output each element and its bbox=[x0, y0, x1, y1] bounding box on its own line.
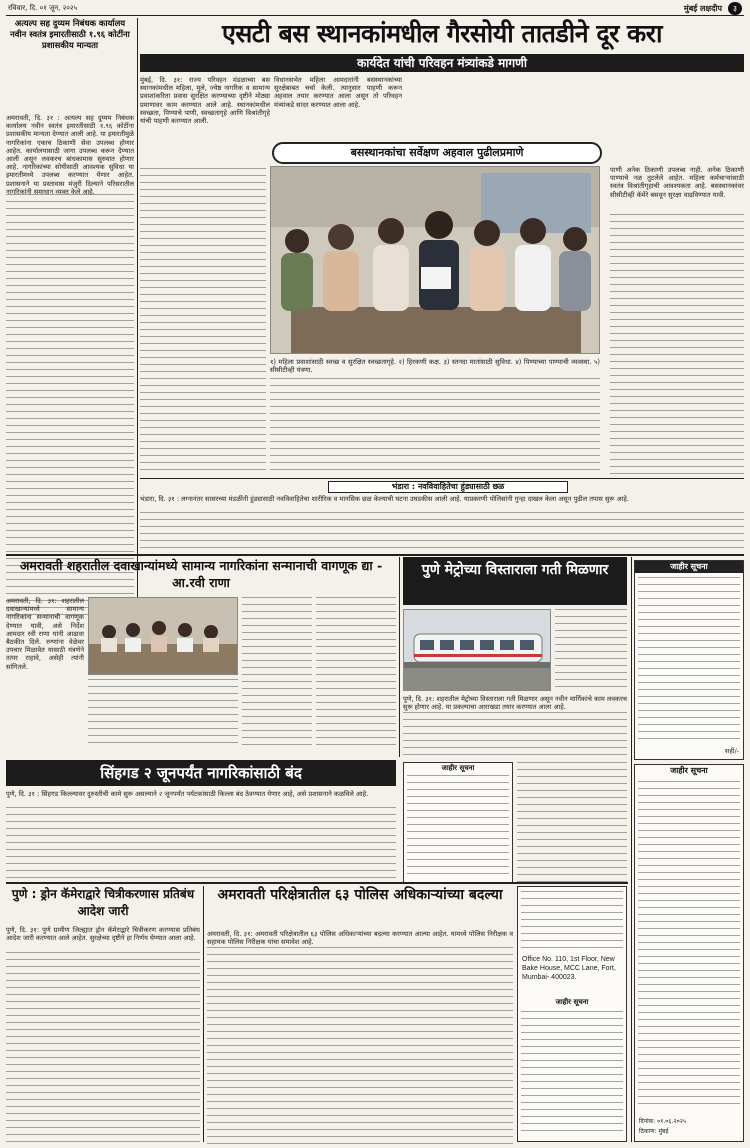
amravati-police-body-text: अमरावती, दि. ३१: अमरावती परिक्षेत्रातील ६३ पोलिस अधिकाऱ्यांच्या बदल्या करण्यात आल्या आहेत. यामध्ये पोलिस निरीक्षक व सहायक पोलिस निरीक्षक यांचा समावेश आहे. bbox=[207, 930, 513, 947]
page-number: ३ bbox=[728, 2, 742, 15]
bhandara-label-box bbox=[328, 481, 568, 493]
left-story-headline: अत्यल्प सह दुय्यम निबंधक कार्यालय नवीन स्वतंत्र इमारतीसाठी १.९६ कोटींना प्रशासकीय मान्यता bbox=[10, 18, 130, 50]
notice-2-title: जाहीर सूचना bbox=[670, 766, 708, 775]
lead-subhead-text: कार्यदेत यांची परिवहन मंत्र्यांकडे मागणी bbox=[357, 56, 527, 70]
pune-metro-story bbox=[403, 557, 627, 757]
notice-1-title: जाहीर सूचना bbox=[635, 561, 743, 573]
amravati-police-headline: अमरावती परिक्षेत्रातील ६३ पोलिस अधिकाऱ्यांच्या बदल्या bbox=[217, 887, 503, 903]
notice-3-title: जाहीर सूचना bbox=[441, 764, 475, 772]
lead-points bbox=[270, 358, 600, 476]
office-address: Office No. 110, 1st Floor, New Bake House, MCC Lane, Fort, Mumbai- 400023. bbox=[522, 956, 616, 981]
page-header bbox=[6, 2, 744, 16]
lead-points-text: १) महिला प्रवाशांसाठी स्वच्छ व सुरक्षित स्वच्छतागृहे. २) हिरकणी कक्ष. ३) स्तनदा मातांसाठी सुविधा. ४) पिण्याच्या पाण्याची व्यवस्था. ५) सीसीटीव्ही यंत्रणा. bbox=[270, 358, 600, 375]
lead-body-right bbox=[610, 166, 744, 476]
lead-headline: एसटी बस स्थानकांमधील गैरसोयी तातडीने दूर करा bbox=[222, 19, 662, 48]
amravati-hospital-col3 bbox=[242, 597, 312, 747]
pune-metro-photo bbox=[403, 609, 551, 691]
amravati-hospital-col4 bbox=[316, 597, 396, 747]
left-column-story bbox=[6, 18, 134, 620]
date-line: रविवार, दि. ०१ जून, २०२५ bbox=[8, 4, 78, 12]
lead-story bbox=[140, 18, 744, 478]
amravati-police-body bbox=[207, 930, 513, 1144]
bhandara-body-text: भंडारा, दि. ३१ : लग्नानंतर सासरच्या मंडळींनी हुंड्यासाठी नवविवाहितेचा शारीरिक व मानसिक छळ केल्याची घटना उघडकीस आली आहे. याप्रकरणी पोलिसांनी गुन्हा दाखल केला असून पुढील तपास सुरू आहे. bbox=[140, 495, 629, 503]
amravati-hospital-lower bbox=[88, 679, 238, 747]
lead-photo-image bbox=[271, 167, 600, 354]
amravati-hospital-story bbox=[6, 557, 396, 747]
amravati-hospital-body-text: अमरावती, दि. ३१: शहरातील दवाखान्यांमध्ये सामान्य नागरिकांना सन्मानाची वागणूक देण्यात यावी, असे निर्देश आमदार रवी राणा यांनी आढावा बैठकीत दिले. रुग्णांना वेळेवर उपचार मिळावेत यासाठी यंत्रणेने तत्पर राहावे, असेही त्यांनी सांगितले. bbox=[6, 597, 84, 671]
pune-drone-headline: पुणे : ड्रोन कॅमेराद्वारे चित्रीकरणास प्रतिबंध आदेश जारी bbox=[11, 887, 195, 918]
amravati-meeting-image bbox=[89, 598, 238, 675]
amravati-hospital-photo bbox=[88, 597, 238, 675]
pune-drone-story bbox=[6, 886, 200, 1144]
notice-box-2 bbox=[634, 764, 744, 1142]
pune-metro-headline-box bbox=[403, 557, 627, 605]
lead-body-mid-text: विधानसभेत महिला आमदारांनी बसस्थानकांच्या सुरक्षेबाबत चर्चा केली. त्यानुसार पाहणी करून अहवाल तयार करण्यात आला असून तो परिवहन मंत्र्यांकडे सादर करण्यात आला आहे. bbox=[274, 76, 402, 109]
sinhagad-headline-box bbox=[6, 760, 396, 786]
left-story-text: अमरावती, दि. ३१ : अत्यल्प सह दुय्यम निबंधक कार्यालय नवीन स्वतंत्र इमारतीसाठी १.९६ कोटींना प्रशासकीय मान्यता देण्यात आली आहे. या इमारतीमुळे नागरिकांना एकाच ठिकाणी सेवा उपलब्ध होणार आहेत. कार्यालयासाठी जागा उपलब्ध करून देण्यात आली असून लवकरच बांधकामास सुरुवात होणार आहे. नागरिकांच्या सोयीसाठी आवश्यक सुविधा या इमारतीमध्ये उपलब्ध करण्यात येणार आहेत. प्रशासनाने या प्रस्तावास मंजुरी दिल्याने परिसरातील नागरिकांनी समाधान व्यक्त केले आहे. bbox=[6, 114, 134, 196]
lead-subhead bbox=[140, 54, 744, 72]
pune-metro-body-text: पुणे, दि. ३१: शहरातील मेट्रोच्या विस्ताराला गती मिळणार असून नवीन मार्गिकांचे काम लवकरच सुरू होणार आहे. या प्रकल्पाचा आराखडा तयार करण्यात आला आहे. bbox=[403, 695, 627, 712]
lead-photo bbox=[270, 166, 600, 354]
metro-train-image bbox=[404, 610, 551, 691]
sinhagad-body bbox=[6, 790, 396, 878]
paper-name: मुंबई लक्षदीप bbox=[683, 4, 722, 13]
pune-drone-body-text: पुणे, दि. ३१: पुणे ग्रामीण जिल्ह्यात ड्रोन कॅमेराद्वारे चित्रीकरण करण्यास प्रतिबंध आदेश जारी करण्यात आले आहेत. सुरक्षेच्या दृष्टीने हा निर्णय घेण्यात आला आहे. bbox=[6, 926, 200, 943]
bhandara-story bbox=[140, 481, 744, 551]
amravati-police-story bbox=[207, 886, 513, 1144]
left-story-body bbox=[6, 114, 134, 618]
notice-4-title: जाहीर सूचना bbox=[555, 998, 589, 1006]
sinhagad-headline: सिंहगड २ जूनपर्यंत नागरिकांसाठी बंद bbox=[100, 764, 302, 782]
lead-body-right-text: पाणी अनेक ठिकाणी उपलब्ध नाही. अनेक ठिकाणी पाण्याचे नळ तुटलेले आहेत. महिला कर्मचाऱ्यांसाठी स्वतंत्र विश्रांतीगृहाची आवश्यकता आहे. बसस्थानकांवर सीसीटीव्ही कॅमेरे बसवून सुरक्षा वाढविण्यात यावी. bbox=[610, 166, 744, 199]
notice-2-date: दिनांक: ०१.०६.२०२५ bbox=[639, 1118, 686, 1125]
pune-metro-headline: पुणे मेट्रोच्या विस्ताराला गती मिळणार bbox=[421, 562, 609, 578]
pune-metro-body bbox=[403, 695, 627, 757]
pune-metro-continued bbox=[517, 762, 627, 884]
survey-banner bbox=[272, 142, 602, 164]
amravati-hospital-headline: अमरावती शहरातील दवाखान्यांमध्ये सामान्य नागरिकांना सन्मानाची वागणूक द्या - आ.रवी राणा bbox=[19, 558, 383, 590]
lead-left-continued bbox=[140, 168, 266, 476]
sinhagad-body-text: पुणे, दि. ३१ : सिंहगड किल्ल्यावर दुरुस्तीची कामे सुरू असल्याने २ जूनपर्यंत पर्यटकांसाठी किल्ला बंद ठेवण्यात येणार आहे, असे प्रशासनाने कळविले आहे. bbox=[6, 790, 369, 798]
pune-drone-body bbox=[6, 926, 200, 1144]
sinhagad-story bbox=[6, 760, 396, 878]
bhandara-label: भंडारा : नवविवाहितेचा हुंड्यासाठी छळ bbox=[391, 482, 505, 491]
notice-1-signature: सही/- bbox=[724, 747, 739, 755]
survey-banner-text: बसस्थानकांचा सर्वेक्षण अहवाल पुढीलप्रमाणे bbox=[350, 146, 524, 159]
amravati-hospital-body bbox=[6, 597, 84, 747]
notice-box-3 bbox=[403, 762, 513, 884]
notice-box-4 bbox=[517, 886, 627, 1142]
notice-box-1 bbox=[634, 560, 744, 760]
bhandara-body bbox=[140, 495, 744, 551]
notice-2-place: ठिकाण: मुंबई bbox=[639, 1128, 669, 1135]
pune-metro-side bbox=[555, 609, 627, 691]
lead-body-left-text: मुंबई, दि. ३१: राज्य परिवहन मंडळाच्या बस स्थानकांमधील महिला, मुले, ज्येष्ठ नागरिक व सामान्य प्रवाशांकरिता प्रवास सुरक्षित करण्याच्या दृष्टीने मोठ्या प्रमाणावर काम करण्यात आले आहे. स्थानकांमधील स्वच्छता, पिण्याचे पाणी, स्वच्छतागृहे आणि विश्रांतीगृहे यांची पाहणी करण्यात आली. bbox=[140, 76, 270, 126]
lead-body-left bbox=[140, 76, 270, 166]
